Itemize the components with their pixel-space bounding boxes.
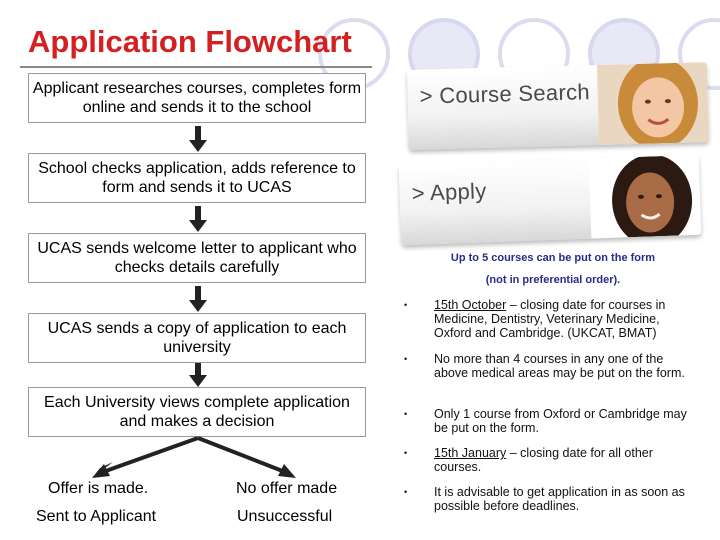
branch-arrowhead-right [278, 464, 296, 478]
courses-note-line2: (not in preferential order). [485, 274, 621, 286]
bullet-text: No more than 4 courses in any one of the above medical areas may be put on the form. [434, 352, 685, 380]
flow-step-text: Applicant researches courses, completes form online and sends it to the school [32, 80, 362, 116]
outcome-no-offer-result: Unsuccessful [237, 508, 333, 525]
courses-note-2 [418, 274, 688, 286]
bullet-symbol: • [404, 448, 408, 458]
course-search-image [407, 62, 709, 150]
outcome-offer: Offer is made. [48, 480, 149, 497]
branch-line-right [198, 438, 285, 472]
flow-step-text: UCAS sends a copy of application to each university [47, 320, 347, 356]
bullet-symbol: • [404, 300, 408, 310]
bullet-text [434, 446, 696, 474]
student-photo-icon [589, 155, 702, 239]
deadline-date: 15th October [434, 298, 507, 312]
bullet-symbol: • [404, 487, 408, 497]
apply-label: > Apply [411, 178, 487, 206]
apply-image [399, 155, 702, 245]
bullet-rest: – closing date for courses in Medicine, Dentistry, Veterinary Medicine, Oxford and Cambridge. (UKCAT, BMAT) [434, 298, 666, 340]
flow-step-text: School checks application, adds reference to form and sends it to UCAS [38, 160, 356, 196]
course-search-label: > Course Search [419, 79, 591, 109]
deadline-date: 15th January [434, 446, 507, 460]
bullet-symbol: • [404, 354, 408, 364]
bullet-symbol: • [404, 409, 408, 419]
flow-step-text: Each University views complete application and makes a decision [44, 394, 350, 430]
bullet-text: It is advisable to get application in as soon as possible before deadlines. [434, 485, 685, 513]
page-title: Application Flowchart [28, 24, 352, 59]
student-photo-icon [597, 62, 709, 145]
outcome-offer-result: Sent to Applicant [36, 508, 157, 525]
bullet-text: Only 1 course from Oxford or Cambridge may be put on the form. [434, 407, 687, 435]
bullet-rest: – closing date for all other courses. [434, 446, 653, 474]
courses-note-line1: Up to 5 courses can be put on the form [450, 252, 656, 264]
bullet-text [434, 298, 696, 340]
branch-line-left [103, 438, 198, 472]
outcome-no-offer: No offer made [236, 480, 338, 497]
courses-note [418, 252, 688, 264]
flow-step-text: UCAS sends welcome letter to applicant who checks details carefully [37, 240, 357, 276]
